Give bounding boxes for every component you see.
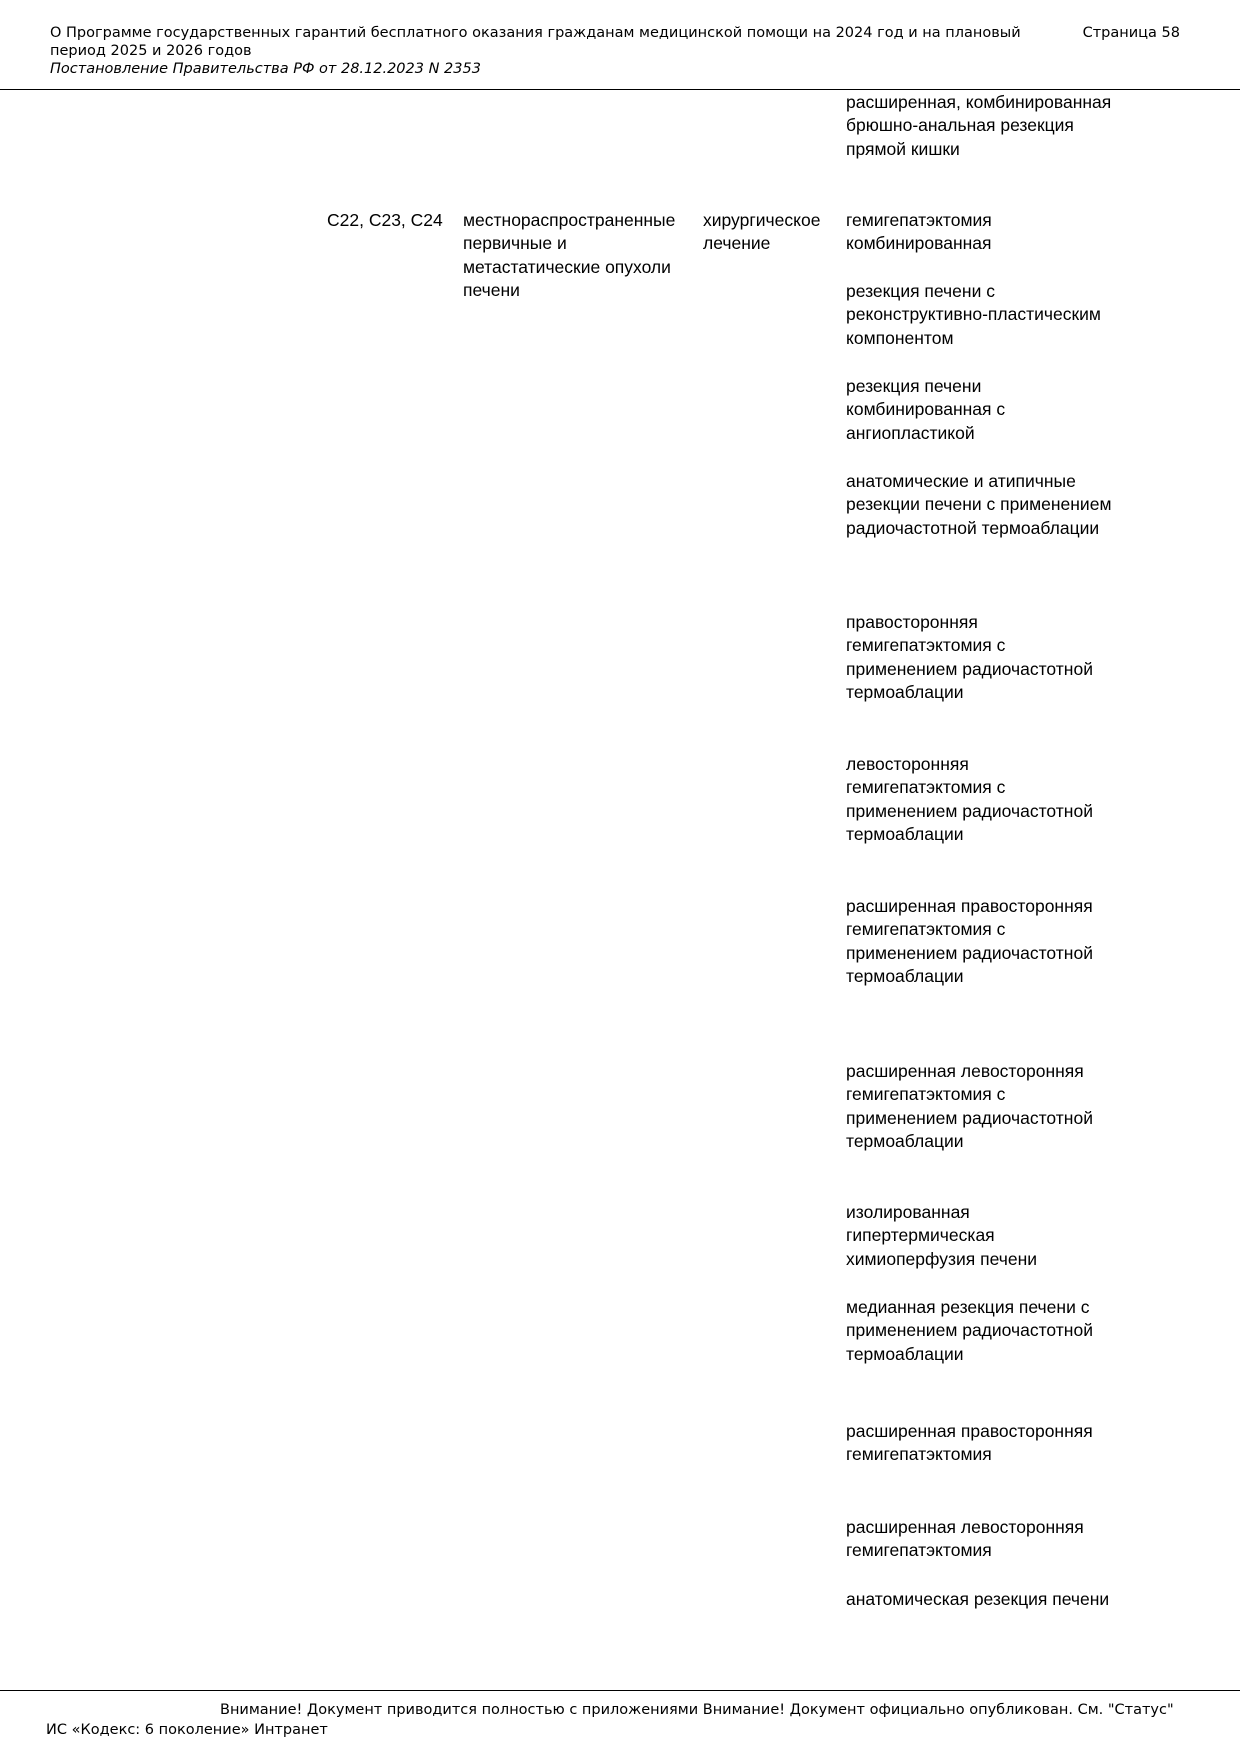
header-divider	[0, 89, 1240, 90]
method-6: расширенная правосторонняя гемигепатэктомия с применением радиочастотной термоаблации	[846, 896, 1093, 987]
page-number: Страница 58	[1082, 25, 1180, 41]
method-2: резекция печени комбинированная с ангиопластикой	[846, 376, 1006, 443]
method-4: правосторонняя гемигепатэктомия с применением радиочастотной термоаблации	[846, 612, 1093, 703]
footer-divider	[0, 1690, 1240, 1691]
method-5: левосторонняя гемигепатэктомия с применением радиочастотной термоаблации	[846, 754, 1093, 845]
page-header	[50, 24, 1180, 78]
decree-reference: Постановление Правительства РФ от 28.12.2023 N 2353	[50, 61, 481, 77]
treatment-type: хирургическое лечение	[703, 210, 821, 254]
method-3: анатомические и атипичные резекции печени с применением радиочастотной термоаблации	[846, 471, 1112, 538]
method-10: расширенная правосторонняя гемигепатэктомия	[846, 1421, 1093, 1465]
method-1: резекция печени с реконструктивно-пластическим компонентом	[846, 281, 1101, 348]
status-notice: Внимание! Документ приводится полностью с приложениями Внимание! Документ официально опубликован. См. "Статус"	[220, 1702, 1174, 1718]
system-label: ИС «Кодекс: 6 поколение» Интранет	[46, 1722, 328, 1738]
method-8: изолированная гипертермическая химиоперфузия печени	[846, 1202, 1038, 1269]
method-0: гемигепатэктомия комбинированная	[846, 210, 992, 254]
method-11: расширенная левосторонняя гемигепатэктомия	[846, 1517, 1084, 1561]
icd-codes: C22, C23, C24	[327, 210, 443, 230]
method-12: анатомическая резекция печени	[846, 1589, 1110, 1609]
method-7: расширенная левосторонняя гемигепатэктомия с применением радиочастотной термоаблации	[846, 1061, 1093, 1152]
continuation-method: расширенная, комбинированная брюшно-анальная резекция прямой кишки	[846, 92, 1112, 159]
diagnosis: местнораспространенные первичные и метастатические опухоли печени	[463, 210, 676, 301]
method-9: медианная резекция печени с применением радиочастотной термоаблации	[846, 1297, 1093, 1364]
document-title: О Программе государственных гарантий бесплатного оказания гражданам медицинской помощи на 2024 год и на плановый период 2025 и 2026 годов	[50, 25, 1021, 59]
